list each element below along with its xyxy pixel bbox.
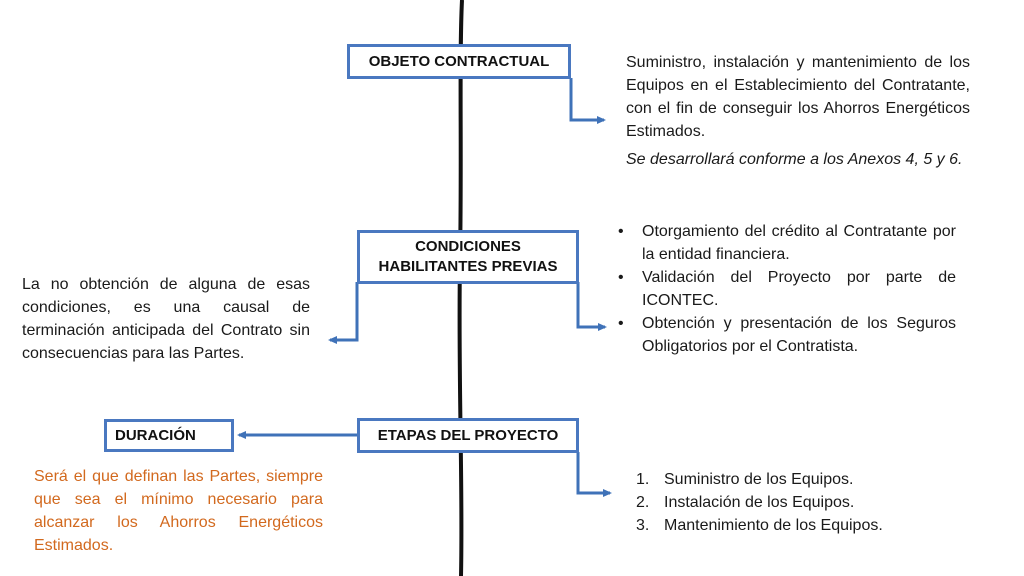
etapa-item: 3. Mantenimiento de los Equipos. <box>636 517 883 534</box>
etapa-item: 1. Suministro de los Equipos. <box>636 471 854 488</box>
duracion-text: Será el que definan las Partes, siempre que sea el mínimo necesario para alcanzar los Ahorros Energéticos Estimados. <box>34 468 323 554</box>
arrow-objeto <box>571 78 604 120</box>
etapa-item: 2. Instalación de los Equipos. <box>636 494 855 511</box>
condiciones-label: CONDICIONES HABILITANTES PREVIAS <box>378 238 558 275</box>
etapas-box <box>357 418 579 453</box>
condicion-item: • Otorgamiento del crédito al Contratante por la entidad financiera. <box>616 220 956 266</box>
objeto-annex-note: Se desarrollará conforme a los Anexos 4, 5 y 6. <box>626 151 963 168</box>
objeto-contractual-label: OBJETO CONTRACTUAL <box>368 52 550 70</box>
condiciones-note: La no obtención de alguna de esas condiciones, es una causal de terminación anticipada del Contrato sin consecuencias para las Partes. <box>22 276 310 362</box>
objeto-description-text: Suministro, instalación y mantenimiento de los Equipos en el Establecimiento del Contratante, con el fin de conseguir los Ahorros Energéticos Estimados. <box>626 54 970 140</box>
objeto-description <box>626 51 970 171</box>
duracion-box <box>104 419 234 452</box>
timeline-line <box>460 0 462 576</box>
arrow-etapas-list <box>578 452 610 493</box>
objeto-contractual-box <box>347 44 571 79</box>
etapas-label: ETAPAS DEL PROYECTO <box>377 426 559 444</box>
condiciones-list <box>616 220 956 358</box>
condiciones-box <box>357 230 579 284</box>
arrow-condiciones-right <box>578 282 605 327</box>
duracion-label: DURACIÓN <box>115 426 196 444</box>
condicion-item: • Validación del Proyecto por parte de ICONTEC. <box>616 266 956 312</box>
condicion-item: • Obtención y presentación de los Seguros Obligatorios por el Contratista. <box>616 312 956 358</box>
arrow-condiciones-left <box>330 282 357 340</box>
etapas-list <box>636 468 956 537</box>
